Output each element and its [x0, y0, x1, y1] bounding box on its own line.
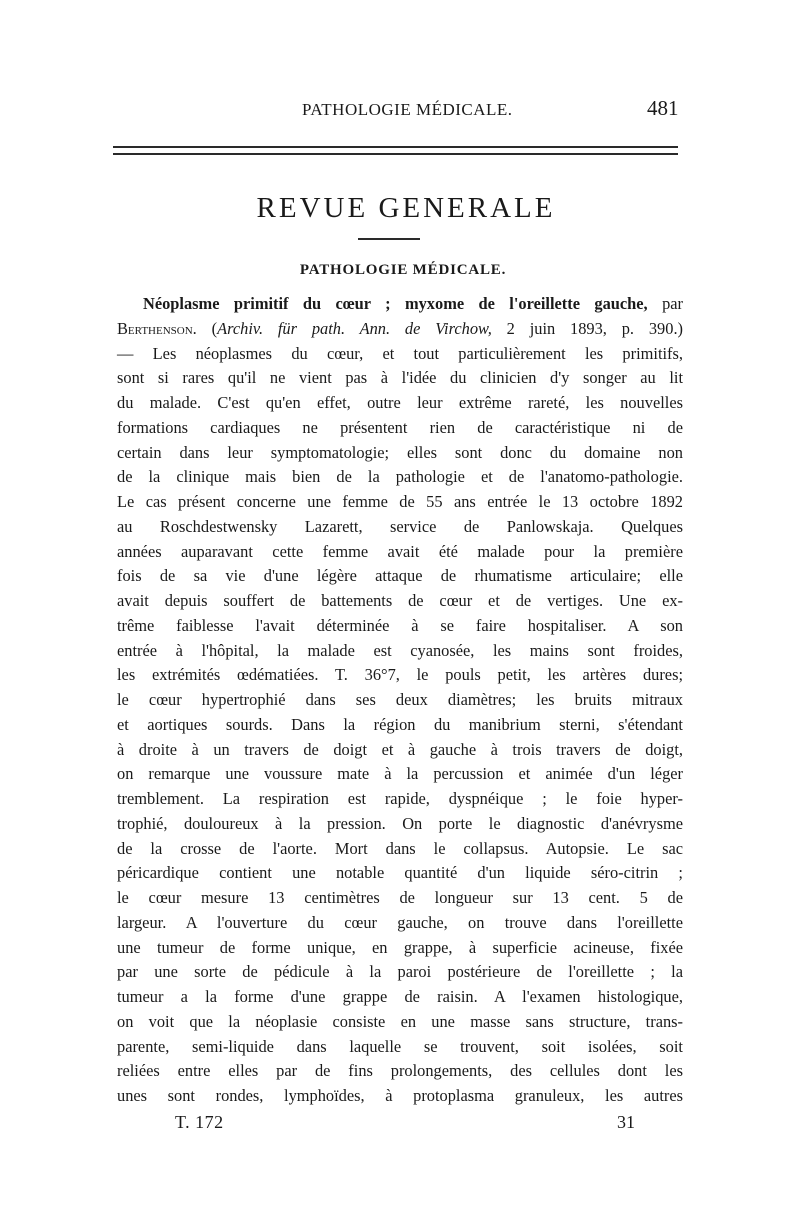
- citation-rest: 2 juin 1893, p. 390.): [506, 318, 683, 338]
- text-line: sont si rares qu'il ne vient pas à l'idée du clinicien d'y songer au lit: [117, 368, 683, 388]
- running-title: PATHOLOGIE MÉDICALE.: [302, 100, 513, 119]
- text-line: une tumeur de forme unique, en grappe, à superficie acineuse, fixée: [117, 937, 683, 957]
- text-line: les extrémités œdématiées. T. 36°7, le pouls petit, les artères dures;: [117, 665, 683, 685]
- text-line: on voit que la néoplasie consiste en une masse sans structure, trans-: [117, 1011, 683, 1031]
- text-line: le cœur hypertrophié dans ses deux diamètres; les bruits mitraux: [117, 690, 683, 709]
- citation-open: (: [211, 318, 218, 338]
- text-line: avait depuis souffert de battements de cœur et de vertiges. Une ex-: [117, 591, 683, 610]
- text-line: on remarque une voussure mate à la percussion et animée d'un léger: [117, 764, 683, 784]
- article-heading-by: par: [662, 294, 683, 313]
- page-title: REVUE GENERALE: [256, 192, 556, 224]
- short-rule-divider: [358, 238, 420, 240]
- text-line: fois de sa vie d'une légère attaque de rhumatisme articulaire; elle: [117, 566, 683, 586]
- article-body: [117, 292, 683, 1109]
- text-line: et aortiques sourds. Dans la région du manibrium sterni, s'étendant: [117, 714, 683, 734]
- text-line: trophié, douloureux à la pression. On porte le diagnostic d'anévrysme: [117, 813, 683, 833]
- signature-mark: 31: [617, 1112, 635, 1132]
- text-line: trême faiblesse l'avait déterminée à se faire hospitaliser. A son: [117, 615, 683, 635]
- text-line: années auparavant cette femme avait été malade pour la première: [117, 541, 683, 561]
- text-line: entrée à l'hôpital, la malade est cyanosée, les mains sont froides,: [117, 640, 683, 660]
- text-line: à droite à un travers de doigt et à gauche à trois travers de doigt,: [117, 739, 683, 759]
- citation-journal: Archiv. für path. Ann. de Virchow,: [217, 318, 492, 338]
- text-line: péricardique contient une notable quantité d'un liquide séro-citrin ;: [117, 863, 683, 883]
- article-heading-line: [117, 292, 683, 317]
- text-line: largeur. A l'ouverture du cœur gauche, on trouve dans l'oreillette: [117, 912, 683, 932]
- running-head: [0, 96, 800, 124]
- text-line: parente, semi-liquide dans laquelle se trouvent, soit isolées, soit: [117, 1036, 683, 1056]
- text-line: certain dans leur symptomatologie; elles sont donc du domaine non: [117, 442, 683, 462]
- article-author: Berthenson.: [117, 318, 197, 338]
- text-line: au Roschdestwensky Lazarett, service de Panlowskaja. Quelques: [117, 516, 683, 536]
- text-line: reliées entre elles par de fins prolongements, des cellules dont les: [117, 1061, 683, 1081]
- text-line: de la clinique mais bien de la pathologie et de l'anatomo-pathologie.: [117, 467, 683, 487]
- text-line: tumeur a la forme d'une grappe de raisin. A l'examen histologique,: [117, 987, 683, 1006]
- text-line: par une sorte de pédicule à la paroi postérieure de l'oreillette ; la: [117, 962, 683, 982]
- page-number: 481: [647, 96, 679, 120]
- citation-line: [117, 317, 683, 342]
- text-line: de la crosse de l'aorte. Mort dans le collapsus. Autopsie. Le sac: [117, 838, 683, 858]
- text-line: formations cardiaques ne présentent rien de caractéristique ni de: [117, 417, 683, 437]
- page-footer: [0, 1112, 800, 1138]
- text-line: Le cas présent concerne une femme de 55 ans entrée le 13 octobre 1892: [117, 492, 683, 511]
- text-line: le cœur mesure 13 centimètres de longueur sur 13 cent. 5 de: [117, 888, 683, 907]
- text-line: tremblement. La respiration est rapide, dyspnéique ; le foie hyper-: [117, 789, 683, 808]
- article-heading: Néoplasme primitif du cœur ; myxome de l'oreillette gauche,: [143, 294, 648, 313]
- section-title: PATHOLOGIE MÉDICALE.: [299, 262, 507, 278]
- text-line: — Les néoplasmes du cœur, et tout particulièrement les primitifs,: [117, 343, 683, 363]
- double-rule-divider: [113, 146, 678, 155]
- volume-label: T. 172: [175, 1112, 224, 1132]
- text-line: du malade. C'est qu'en effet, outre leur extrême rareté, les nouvelles: [117, 393, 683, 412]
- text-line: unes sont rondes, lymphoïdes, à protoplasma granuleux, les autres: [117, 1086, 683, 1105]
